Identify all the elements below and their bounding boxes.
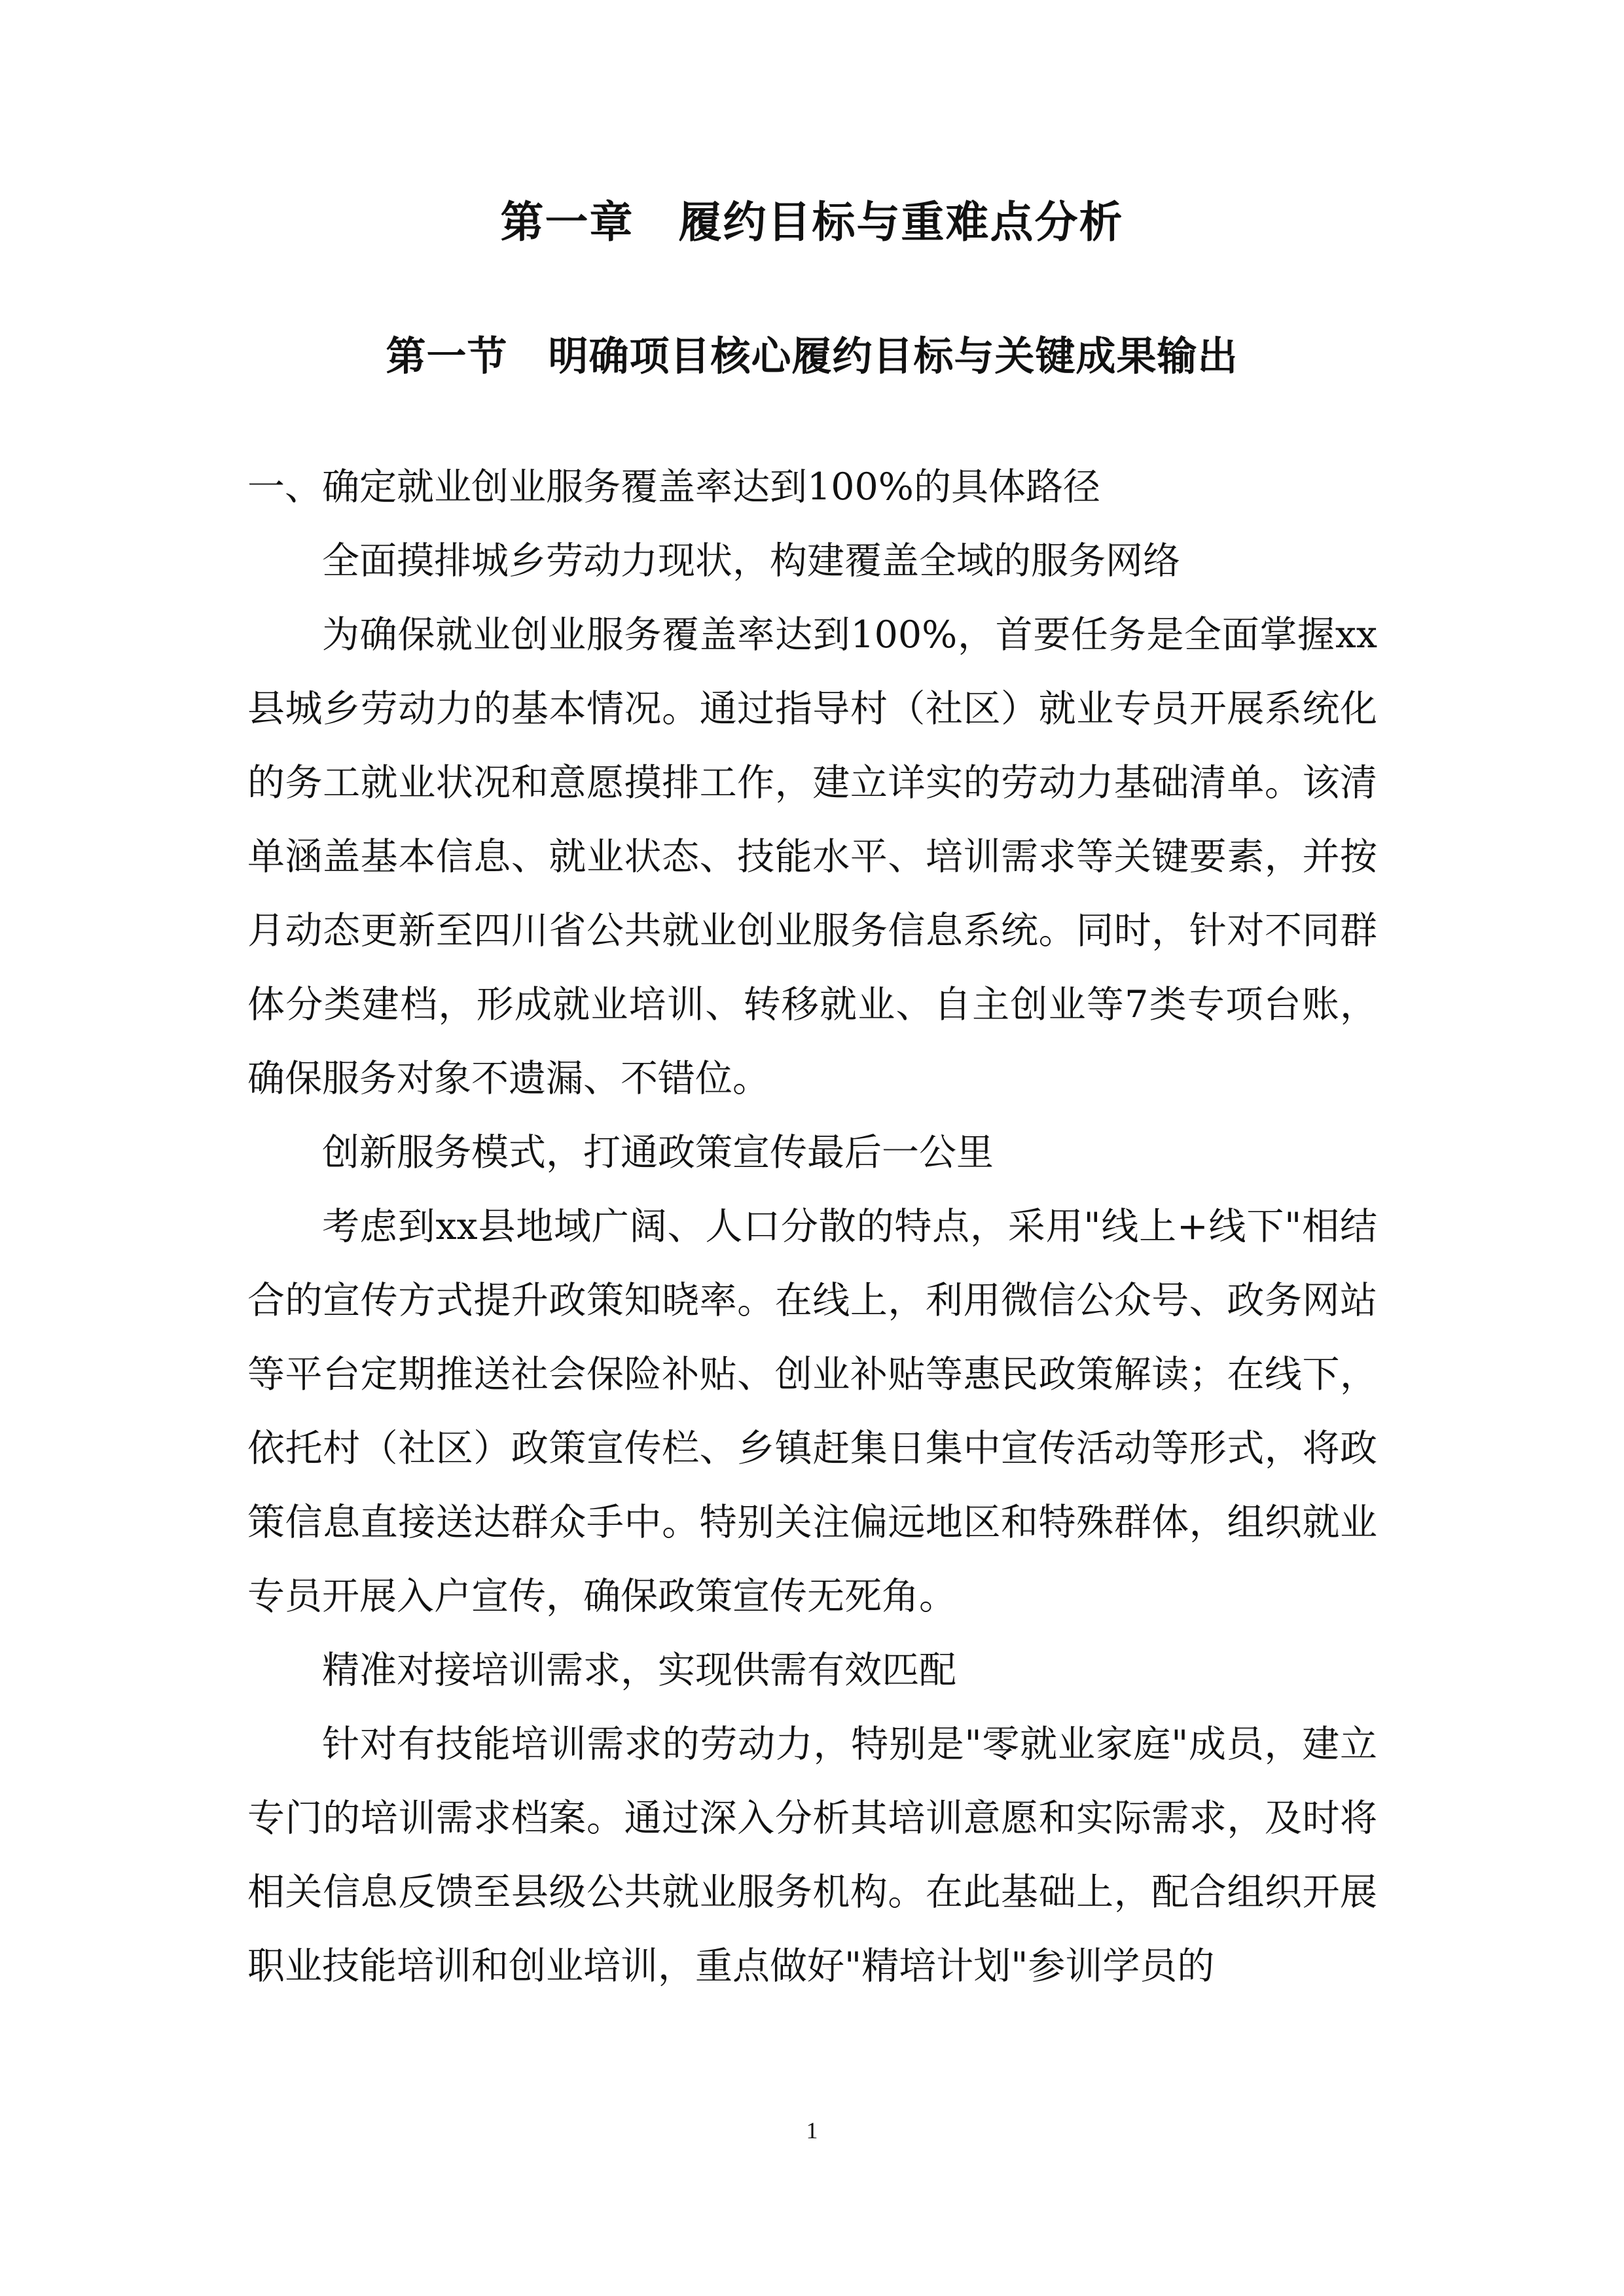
topic-heading: 创新服务模式，打通政策宣传最后一公里 — [322, 1131, 994, 1174]
section-title: 第一节 明确项目核心履约目标与关键成果输出 — [386, 333, 1238, 380]
subsection-heading: 一、确定就业创业服务覆盖率达到100%的具体路径 — [247, 465, 1100, 509]
body-paragraph: 考虑到xx县地域广阔、人口分散的特点，采用"线上+线下"相结合的宣传方式提升政策知晓率。在线上，利用微信公众号、政务网站等平台定期推送社会保险补贴、创业补贴等惠民政策解读；在线下，依托村（社区）政策宣传栏、乡镇赶集日集中宣传活动等形式，将政策信息直接送达群众手中。特别关注偏远地区和特殊群体，组织就业专员开展入户宣传，确保政策宣传无死角。 — [247, 1205, 1377, 1618]
chapter-title: 第一章 履约目标与重难点分析 — [500, 197, 1124, 247]
document-body — [247, 450, 1377, 2003]
body-paragraph: 为确保就业创业服务覆盖率达到100%，首要任务是全面掌握xx县城乡劳动力的基本情况。通过指导村（社区）就业专员开展系统化的务工就业状况和意愿摸排工作，建立详实的劳动力基础清单。该清单涵盖基本信息、就业状态、技能水平、培训需求等关键要素，并按月动态更新至四川省公共就业创业服务信息系统。同时，针对不同群体分类建档，形成就业培训、转移就业、自主创业等7类专项台账，确保服务对象不遗漏、不错位。 — [247, 613, 1377, 1100]
page-number: 1 — [806, 2117, 818, 2144]
body-paragraph: 针对有技能培训需求的劳动力，特别是"零就业家庭"成员，建立专门的培训需求档案。通过深入分析其培训意愿和实际需求，及时将相关信息反馈至县级公共就业服务机构。在此基础上，配合组织开展职业技能培训和创业培训，重点做好"精培计划"参训学员的 — [247, 1723, 1377, 1988]
topic-heading: 精准对接培训需求，实现供需有效匹配 — [322, 1649, 956, 1692]
topic-heading: 全面摸排城乡劳动力现状，构建覆盖全域的服务网络 — [322, 539, 1180, 583]
